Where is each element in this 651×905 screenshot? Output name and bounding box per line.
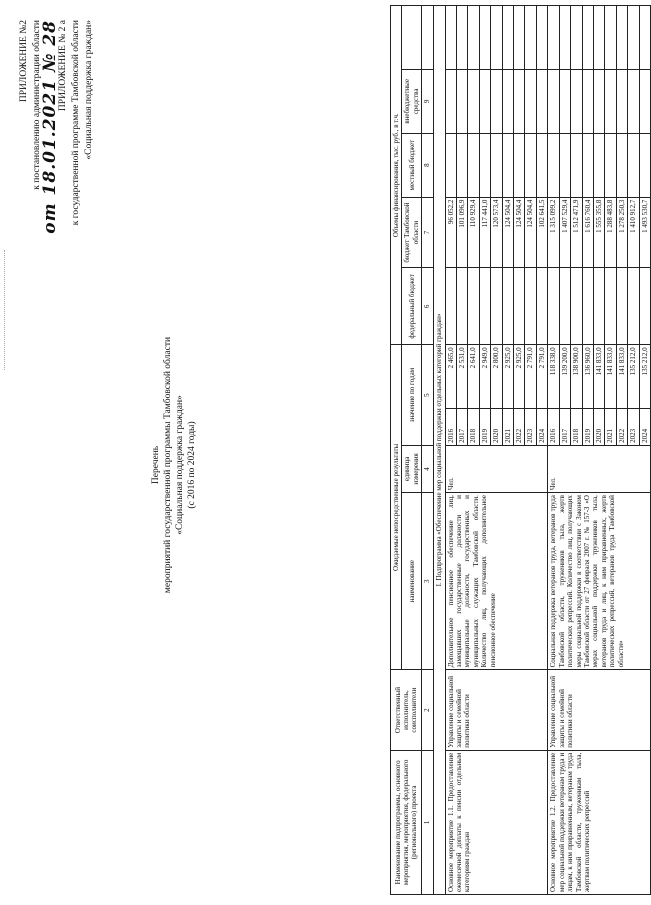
row-federal	[582, 268, 593, 345]
row-federal	[468, 268, 479, 345]
row-offbudget	[628, 69, 639, 133]
row-federal	[479, 268, 490, 345]
document-title	[150, 245, 198, 685]
row-local	[616, 133, 627, 197]
row-offbudget	[548, 69, 559, 133]
row-extra	[491, 6, 502, 70]
row-local	[491, 133, 502, 197]
row-offbudget	[593, 69, 604, 133]
row-value: 2 791,0	[525, 345, 536, 409]
measure-name: Основное мероприятие 1.2. Предоставление мер социальной поддержки ветеранам труда и лицам, к ним приравненным, ветеранам труда Тамбовской области, труженикам тыла, жертвам политических репрессий	[548, 750, 651, 894]
row-extra	[468, 6, 479, 70]
row-regional: 117 441,0	[479, 197, 490, 268]
table-row	[548, 6, 559, 895]
row-year: 2019	[582, 409, 593, 446]
row-regional: 124 504,4	[502, 197, 513, 268]
row-federal	[548, 268, 559, 345]
row-offbudget	[536, 69, 547, 133]
row-regional: 1 315 099,2	[548, 197, 559, 268]
row-extra	[559, 6, 570, 70]
row-year: 2022	[514, 409, 525, 446]
row-offbudget	[479, 69, 490, 133]
header-federal: федеральный бюджет	[402, 268, 422, 345]
row-federal	[514, 268, 525, 345]
row-offbudget	[445, 69, 456, 133]
row-federal	[457, 268, 468, 345]
row-year: 2018	[468, 409, 479, 446]
row-offbudget	[605, 69, 616, 133]
row-offbudget	[502, 69, 513, 133]
header-regional: бюджет Тамбовской области	[402, 197, 422, 268]
row-value: 2 791,0	[536, 345, 547, 409]
row-extra	[514, 6, 525, 70]
row-year: 2020	[491, 409, 502, 446]
row-local	[593, 133, 604, 197]
row-value: 2 925,0	[502, 345, 513, 409]
measure-name: Основное мероприятие 1.1. Предоставление ежемесячной доплаты к пенсии отдельным категориям граждан	[445, 750, 548, 894]
row-offbudget	[491, 69, 502, 133]
row-offbudget	[468, 69, 479, 133]
row-value: 135 212,0	[628, 345, 639, 409]
measures-table	[390, 5, 651, 895]
row-year: 2017	[559, 409, 570, 446]
index-cell: 8	[422, 133, 434, 197]
program-name: «Социальная поддержка граждан»	[84, 20, 94, 160]
row-offbudget	[525, 69, 536, 133]
row-local	[628, 133, 639, 197]
row-local	[525, 133, 536, 197]
row-local	[571, 133, 582, 197]
row-local	[468, 133, 479, 197]
row-value: 141 833,0	[593, 345, 604, 409]
row-value: 135 212,0	[639, 345, 650, 409]
table-row	[445, 6, 456, 895]
row-regional: 96 052,2	[445, 197, 456, 268]
row-regional: 1 288 483,8	[605, 197, 616, 268]
row-local	[514, 133, 525, 197]
row-local	[502, 133, 513, 197]
row-year: 2021	[502, 409, 513, 446]
row-year: 2022	[616, 409, 627, 446]
row-regional: 110 929,4	[468, 197, 479, 268]
table-body	[422, 6, 651, 895]
row-federal	[616, 268, 627, 345]
row-local	[479, 133, 490, 197]
index-cell: 1	[422, 750, 434, 894]
header-unit: единица измерения	[402, 445, 422, 492]
row-value: 141 833,0	[605, 345, 616, 409]
index-cell	[422, 6, 434, 70]
index-cell: 9	[422, 69, 434, 133]
row-offbudget	[457, 69, 468, 133]
row-federal	[559, 268, 570, 345]
row-local	[639, 133, 650, 197]
title-line-2: мероприятий государственной программы Тамбовской области	[163, 336, 173, 594]
title-line-3: «Социальная поддержка граждан»	[175, 395, 185, 535]
row-value: 2 531,0	[457, 345, 468, 409]
row-regional: 102 641,5	[536, 197, 547, 268]
row-value: 2 949,0	[479, 345, 490, 409]
row-federal	[593, 268, 604, 345]
index-cell: 6	[422, 268, 434, 345]
row-regional: 1 512 471,9	[571, 197, 582, 268]
decree-reference: к постановлению администрации области	[32, 20, 42, 190]
row-extra	[628, 6, 639, 70]
index-cell: 5	[422, 345, 434, 445]
row-local	[445, 133, 456, 197]
appendix2-number: ПРИЛОЖЕНИЕ № 2 а	[58, 20, 68, 112]
row-regional: 124 504,4	[525, 197, 536, 268]
row-year: 2018	[571, 409, 582, 446]
program-reference: к государственной программе Тамбовской области	[71, 20, 81, 226]
row-regional: 101 096,9	[457, 197, 468, 268]
row-federal	[536, 268, 547, 345]
row-local	[582, 133, 593, 197]
row-federal	[525, 268, 536, 345]
row-year: 2016	[548, 409, 559, 446]
row-year: 2024	[639, 409, 650, 446]
row-extra	[593, 6, 604, 70]
row-regional: 120 573,4	[491, 197, 502, 268]
title-line-1: Перечень	[151, 445, 161, 485]
row-year: 2019	[479, 409, 490, 446]
row-federal	[571, 268, 582, 345]
row-local	[457, 133, 468, 197]
row-value: 118 338,0	[548, 345, 559, 409]
measure-result: Дополнительное пенсионное обеспечение лиц, замещавших государственные должности и муниципальные должности, государственных и муниципальных служащих Тамбовской области. Количество лиц, получающих дополнительное пенсионное обеспечение	[445, 493, 548, 670]
header-blank	[402, 6, 422, 70]
row-value: 139 200,0	[559, 345, 570, 409]
row-extra	[605, 6, 616, 70]
row-regional: 1 493 530,7	[639, 197, 650, 268]
index-cell: 3	[422, 493, 434, 670]
row-federal	[605, 268, 616, 345]
row-year: 2021	[605, 409, 616, 446]
row-offbudget	[639, 69, 650, 133]
row-value: 136 960,0	[582, 345, 593, 409]
index-cell: 2	[422, 670, 434, 750]
index-row	[422, 6, 434, 895]
row-federal	[491, 268, 502, 345]
header-expected-results: Ожидаемые непосредственные результаты	[391, 345, 402, 670]
header-values-by-year: значение по годам	[402, 345, 422, 445]
measure-executor: Управление социальной защиты и семейной политики области	[445, 670, 548, 750]
decree-date-number: от 18.01.2021 № 28	[40, 20, 60, 234]
row-extra	[502, 6, 513, 70]
row-year: 2023	[525, 409, 536, 446]
row-offbudget	[582, 69, 593, 133]
header-funding: Объемы финансирования, тыс. руб., в т.ч.	[391, 6, 402, 345]
measure-result: Социальная поддержка ветеранов труда, ветеранов труда Тамбовской области, тружеников тыла, жертв политических репрессий. Количество лиц, получающих меры социальной поддержки в соответствии с Законом Тамбовской области от 27 февраля 2007 г. № 157-З «О мерах социальной поддержки тружеников тыла, ветеранов труда и лиц, к ним приравненных, жертв политических репрессий, ветеранов труда Тамбовской области»	[548, 493, 651, 670]
row-federal	[502, 268, 513, 345]
row-extra	[571, 6, 582, 70]
row-local	[605, 133, 616, 197]
header-offbudget: внебюджетные средства	[402, 69, 422, 133]
row-year: 2023	[628, 409, 639, 446]
row-regional: 1 410 912,7	[628, 197, 639, 268]
row-value: 141 833,0	[616, 345, 627, 409]
row-extra	[536, 6, 547, 70]
row-local	[559, 133, 570, 197]
row-year: 2024	[536, 409, 547, 446]
header-result-name: наименование	[402, 493, 422, 670]
row-year: 2020	[593, 409, 604, 446]
row-federal	[639, 268, 650, 345]
measure-unit: Чел.	[548, 445, 651, 492]
row-local	[548, 133, 559, 197]
row-offbudget	[571, 69, 582, 133]
row-offbudget	[616, 69, 627, 133]
row-value: 2 925,0	[514, 345, 525, 409]
appendix-number: ПРИЛОЖЕНИЕ №2	[19, 20, 29, 103]
row-extra	[457, 6, 468, 70]
row-regional: 1 278 250,3	[616, 197, 627, 268]
header-executor: Ответственный исполнитель, соисполнители	[391, 670, 422, 750]
row-extra	[525, 6, 536, 70]
measure-executor: Управление социальной защиты и семейной политики области	[548, 670, 651, 750]
row-regional: 1 616 760,4	[582, 197, 593, 268]
header-local: местный бюджет	[402, 133, 422, 197]
row-year: 2017	[457, 409, 468, 446]
measure-unit: Чел.	[445, 445, 548, 492]
appendix-header	[18, 20, 96, 234]
row-extra	[548, 6, 559, 70]
row-value: 2 800,0	[491, 345, 502, 409]
row-year: 2016	[445, 409, 456, 446]
row-value: 138 900,0	[571, 345, 582, 409]
row-federal	[445, 268, 456, 345]
row-local	[536, 133, 547, 197]
row-regional: 124 504,4	[514, 197, 525, 268]
row-regional: 1 555 355,8	[593, 197, 604, 268]
row-value: 2 641,0	[468, 345, 479, 409]
row-extra	[582, 6, 593, 70]
title-line-4: (с 2016 по 2024 годы)	[187, 421, 197, 509]
row-federal	[628, 268, 639, 345]
row-extra	[479, 6, 490, 70]
header-measure-name: Наименование подпрограммы, основного мероприятия, мероприятия, федерального (регионального) проекта	[391, 750, 422, 894]
row-offbudget	[514, 69, 525, 133]
row-value: 2 465,0	[445, 345, 456, 409]
row-extra	[639, 6, 650, 70]
row-extra	[445, 6, 456, 70]
subprogram-row	[434, 6, 445, 895]
row-regional: 1 407 529,4	[559, 197, 570, 268]
index-cell: 4	[422, 445, 434, 492]
row-offbudget	[559, 69, 570, 133]
subprogram-title: I. Подпрограмма «Обеспечение мер социальной поддержки отдельных категорий граждан»	[434, 6, 445, 895]
index-cell: 7	[422, 197, 434, 268]
row-extra	[616, 6, 627, 70]
